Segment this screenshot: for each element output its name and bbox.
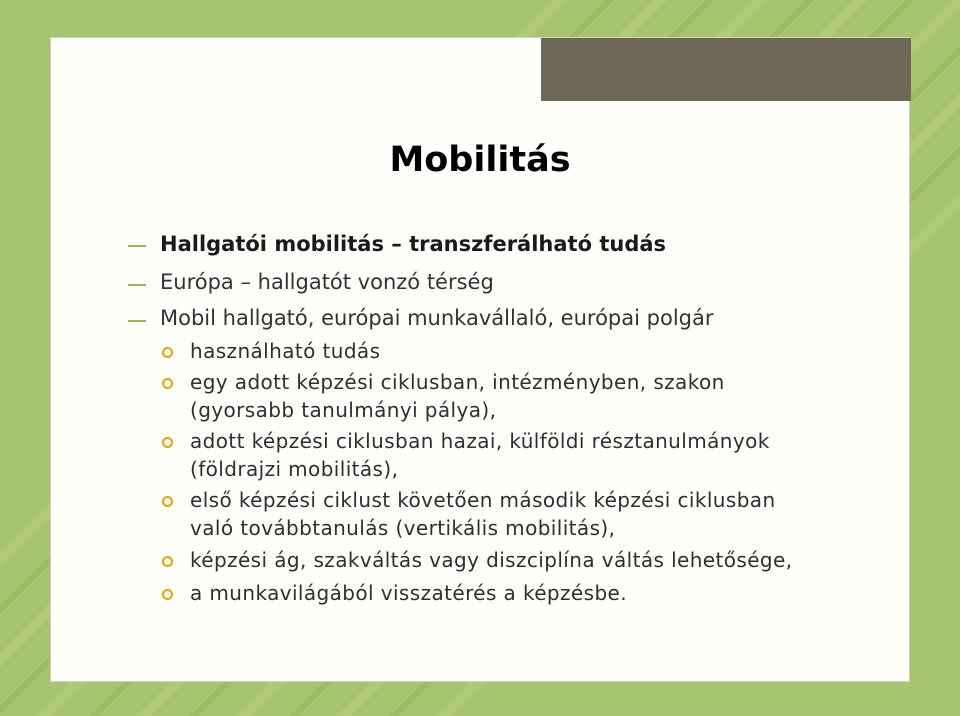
bullet-item-2-line-2: (gyorsabb tanulmányi pálya), — [190, 398, 497, 422]
bullet-item-2-line-1: egy adott képzési ciklusban, intézményben, szakon — [190, 370, 725, 394]
bullet-item-5-line-1: képzési ág, szakváltás vagy diszciplína váltás lehetősége, — [190, 548, 793, 572]
dash-item-2: Európa – hallgatót vonzó térség — [160, 270, 494, 294]
bullet-item-3-line-1: adott képzési ciklusban hazai, külföldi résztanulmányok — [190, 429, 770, 453]
green-dash-icon — [128, 245, 146, 247]
bullet-item-3-line-2: (földrajzi mobilitás), — [190, 457, 399, 481]
orange-ring-bullet-icon — [162, 347, 173, 358]
bullet-item-4-line-2: való továbbtanulás (vertikális mobilitás), — [190, 516, 616, 540]
green-dash-icon — [128, 284, 146, 286]
slide-title: Mobilitás — [389, 140, 571, 180]
green-dash-icon — [128, 320, 146, 322]
orange-ring-bullet-icon — [162, 378, 173, 389]
bullet-item-6-line-1: a munkavilágából visszatérés a képzésbe. — [190, 581, 627, 605]
dash-item-1: Hallgatói mobilitás – transzferálható tudás — [160, 232, 667, 256]
orange-ring-bullet-icon — [162, 589, 173, 600]
orange-ring-bullet-icon — [162, 496, 173, 507]
orange-ring-bullet-icon — [162, 556, 173, 567]
bullet-item-4-line-1: első képzési ciklust követően második képzési ciklusban — [190, 488, 776, 512]
orange-ring-bullet-icon — [162, 437, 173, 448]
dash-item-3: Mobil hallgató, európai munkavállaló, európai polgár — [160, 306, 714, 330]
bullet-item-1-line-1: használható tudás — [190, 339, 381, 363]
